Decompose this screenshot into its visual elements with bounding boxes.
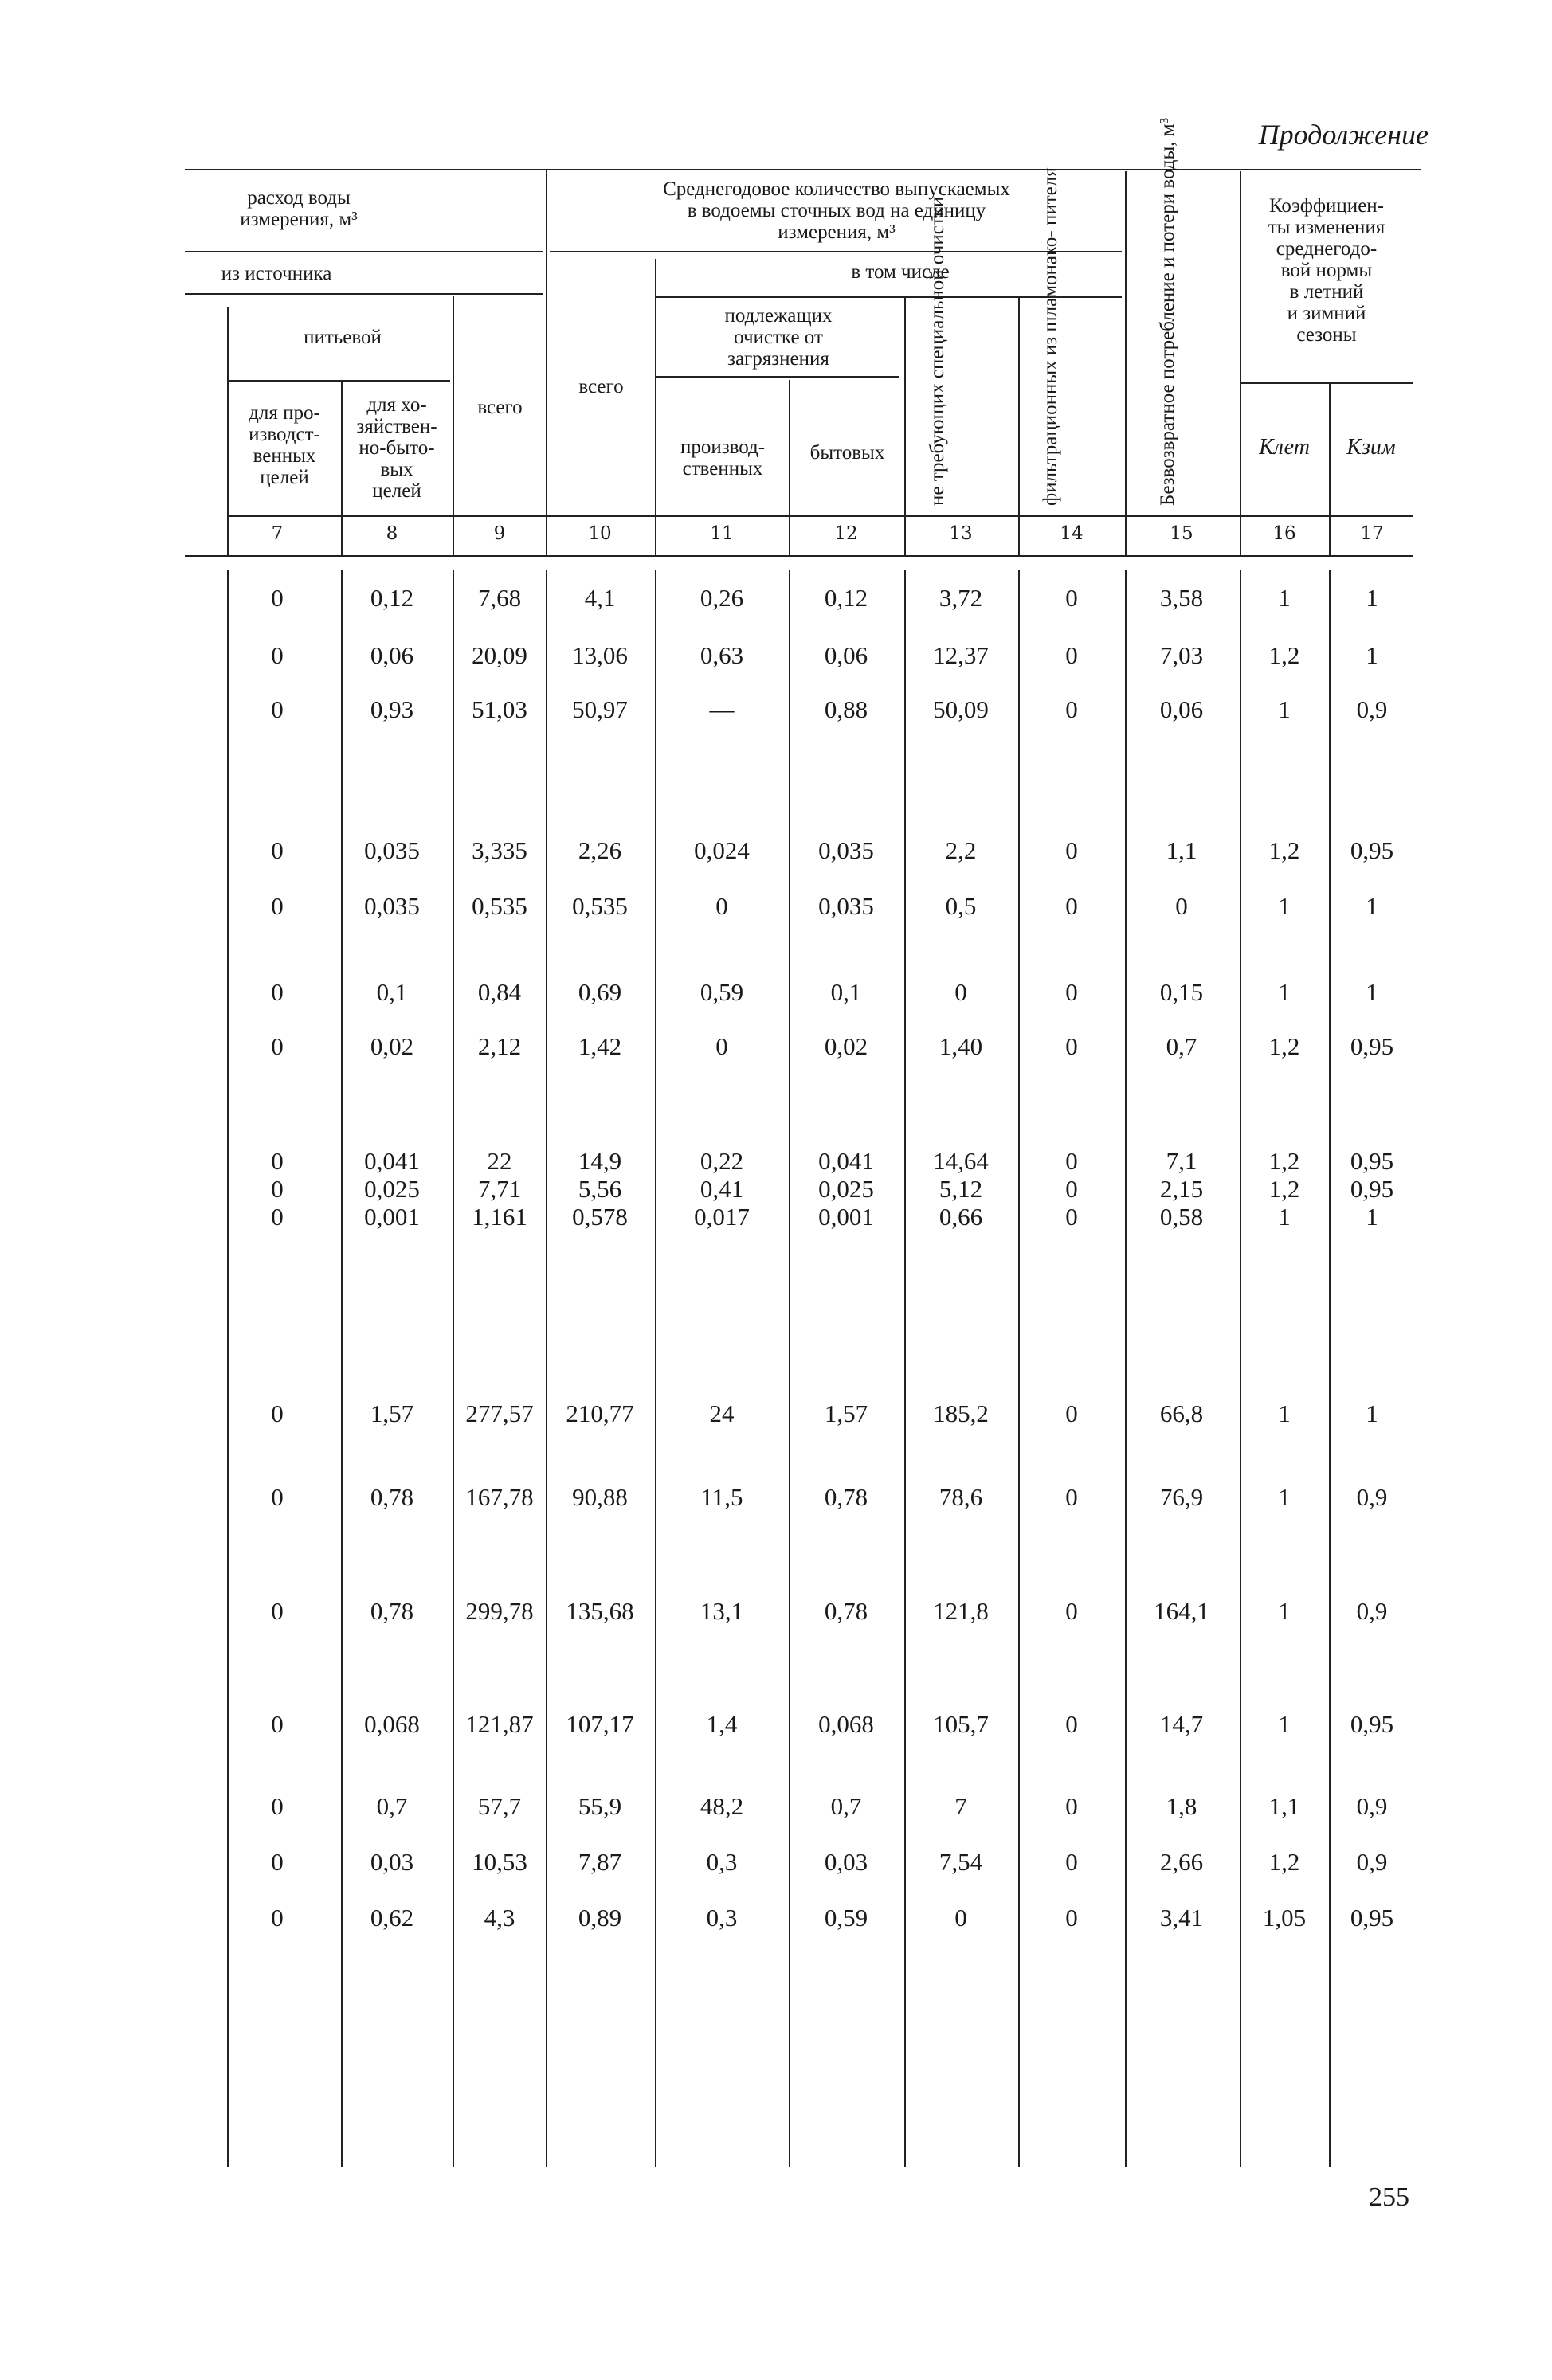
table-cell: 0 (1065, 1032, 1078, 1060)
table-cell: 0 (954, 1904, 967, 1932)
table-cell: 0 (271, 1399, 284, 1427)
table-cell: 0,9 (1356, 695, 1388, 723)
table-cell: 0,1 (830, 978, 862, 1006)
table-cell: 0 0 0 (1065, 1147, 1078, 1231)
table-cell: 3,72 (939, 584, 983, 612)
table-cell: 1 (1278, 978, 1291, 1006)
rule-header-bottom (227, 515, 1413, 517)
table-cell: 1,2 1,2 1 (1268, 1147, 1300, 1231)
column-number: 9 (493, 523, 506, 544)
table-cell: 0,9 (1356, 1597, 1388, 1625)
table-cell: 78,6 (939, 1483, 983, 1511)
table-cell: 76,9 (1159, 1483, 1204, 1511)
table-cell: 299,78 (465, 1597, 534, 1625)
table-cell: 0,78 (370, 1483, 414, 1511)
header-filtration: фильтрационных из шламонако- пителя (1040, 167, 1061, 506)
table-cell: 22 7,71 1,161 (472, 1147, 527, 1231)
table-cell: 1,2 (1268, 1032, 1300, 1060)
table-cell: 1,2 (1268, 1848, 1300, 1876)
header-k-winter: Kзим (1346, 435, 1396, 460)
table-cell: 50,09 (933, 695, 989, 723)
column-number: 13 (949, 523, 973, 544)
hcol-line-4 (546, 169, 547, 555)
hcol-line-9 (1125, 171, 1127, 555)
header-including: в том числе (851, 261, 950, 283)
bcol-line-7 (904, 570, 906, 2167)
table-cell: 1 (1278, 695, 1291, 723)
table-cell: 1 (1278, 892, 1291, 920)
table-cell: 0 (1065, 641, 1078, 669)
table-cell: 0 (271, 1710, 284, 1738)
table-cell: 0,5 (945, 892, 977, 920)
rule-drinking (227, 380, 450, 382)
table-cell: 24 (709, 1399, 735, 1427)
table-cell: 0,22 0,41 0,017 (694, 1147, 750, 1231)
table-cell: 48,2 (700, 1792, 744, 1820)
table-cell: 121,8 (933, 1597, 989, 1625)
table-cell: 0,03 (824, 1848, 868, 1876)
header-coefficients: Коэффициен- ты изменения среднегодо- вой нормы в летний и зимний сезоны (1268, 195, 1385, 346)
table-cell: 0 (1065, 978, 1078, 1006)
header-total-10: всего (578, 376, 624, 397)
table-cell: 1 (1366, 1399, 1378, 1427)
rule-coefficients (1240, 382, 1413, 384)
table-cell: 14,7 (1159, 1710, 1204, 1738)
table-cell: 0,26 (700, 584, 744, 612)
table-cell: 0 (715, 892, 728, 920)
rule-consumption (185, 251, 543, 252)
table-cell: 2,66 (1159, 1848, 1204, 1876)
table-cell: 1,05 (1262, 1904, 1307, 1932)
table-cell: 2,26 (578, 836, 622, 864)
table-cell: 3,41 (1159, 1904, 1204, 1932)
table-cell: 0 (1175, 892, 1188, 920)
table-cell: 167,78 (465, 1483, 534, 1511)
table-cell: 105,7 (933, 1710, 989, 1738)
table-cell: 0,068 (818, 1710, 874, 1738)
table-cell: 0 (1065, 836, 1078, 864)
table-cell: 13,1 (700, 1597, 744, 1625)
bcol-line-6 (789, 570, 790, 2167)
table-cell: 0,9 (1356, 1848, 1388, 1876)
table-top-rule (185, 169, 1421, 170)
table-cell: 1 (1278, 1597, 1291, 1625)
table-cell: 0,041 0,025 0,001 (364, 1147, 420, 1231)
table-cell: 11,5 (700, 1483, 743, 1511)
table-cell: 121,87 (465, 1710, 534, 1738)
table-cell: 0,02 (824, 1032, 868, 1060)
column-number: 7 (271, 523, 284, 544)
table-cell: 0 (1065, 1483, 1078, 1511)
table-cell: 210,77 (566, 1399, 634, 1427)
table-cell: 0,068 (364, 1710, 420, 1738)
table-cell: 0,3 (706, 1848, 738, 1876)
table-cell: 0 (954, 978, 967, 1006)
table-cell: 0 (1065, 1904, 1078, 1932)
header-consumption: расход воды измерения, м³ (240, 187, 358, 230)
table-cell: 90,88 (572, 1483, 628, 1511)
table-cell: 14,64 5,12 0,66 (933, 1147, 989, 1231)
table-cell: 7,54 (939, 1848, 983, 1876)
table-cell: 0 (1065, 695, 1078, 723)
column-number: 10 (588, 523, 612, 544)
table-cell: 0,7 (830, 1792, 862, 1820)
column-number: 8 (386, 523, 398, 544)
column-number: 14 (1060, 523, 1084, 544)
table-cell: 66,8 (1159, 1399, 1204, 1427)
header-k-summer: Kлет (1259, 435, 1310, 460)
table-cell: 0,12 (824, 584, 868, 612)
table-cell: 1 (1366, 641, 1378, 669)
table-cell: 1 (1278, 1483, 1291, 1511)
table-cell: 1,1 (1166, 836, 1197, 864)
table-cell: 0,3 (706, 1904, 738, 1932)
table-cell: 1 (1366, 978, 1378, 1006)
table-cell: 0,03 (370, 1848, 414, 1876)
header-from-source: из источника (221, 263, 332, 284)
table-cell: 1 (1366, 892, 1378, 920)
table-cell: 0,024 (694, 836, 750, 864)
hcol-line-8 (1018, 296, 1020, 555)
continuation-label: Продолжение (1258, 119, 1429, 151)
table-cell: 0 (271, 1483, 284, 1511)
table-cell: 1,57 (370, 1399, 414, 1427)
header-for-production: для про- изводст- венных целей (249, 402, 320, 488)
rule-discharge (550, 251, 1122, 252)
table-cell: 0,035 (364, 836, 420, 864)
table-cell: 1,42 (578, 1032, 622, 1060)
table-cell: 0,95 (1350, 1032, 1394, 1060)
table-cell: 0,93 (370, 695, 414, 723)
table-cell: 0,06 (824, 641, 868, 669)
table-cell: 0 (715, 1032, 728, 1060)
table-cell: 4,1 (584, 584, 616, 612)
table-cell: 0,69 (578, 978, 622, 1006)
column-number: 11 (710, 523, 734, 544)
table-cell: 0,78 (824, 1597, 868, 1625)
hcol-line-11 (1329, 382, 1331, 555)
hcol-line-5 (655, 259, 656, 555)
table-cell: 0 (1065, 1399, 1078, 1427)
rule-subject (655, 376, 899, 378)
table-cell: 2,12 (477, 1032, 522, 1060)
table-cell: 0,59 (700, 978, 744, 1006)
table-cell: 0,535 (472, 892, 527, 920)
table-cell: 1,2 (1268, 641, 1300, 669)
header-discharge: Среднегодовое количество выпускаемых в водоемы сточных вод на единицу измерения, м³ (663, 178, 1010, 243)
table-cell: 0,15 (1159, 978, 1204, 1006)
table-cell: 135,68 (566, 1597, 634, 1625)
table-cell: 0 (271, 1597, 284, 1625)
column-number: 16 (1272, 523, 1296, 544)
header-subject-cleaning: подлежащих очистке от загрязнения (724, 305, 833, 370)
table-cell: 0,7 (376, 1792, 408, 1820)
hcol-line-3 (453, 296, 454, 555)
table-cell: 7 (954, 1792, 967, 1820)
table-cell: 0,78 (370, 1597, 414, 1625)
header-for-household: для хо- зяйствен- но-быто- вых целей (356, 394, 437, 502)
table-cell: 0,7 (1166, 1032, 1197, 1060)
table-cell: 2,2 (945, 836, 977, 864)
table-cell: 0,62 (370, 1904, 414, 1932)
table-cell: 1,57 (824, 1399, 868, 1427)
table-cell: 7,03 (1159, 641, 1204, 669)
table-cell: 0,95 (1350, 1904, 1394, 1932)
table-cell: 50,97 (572, 695, 628, 723)
header-household: бытовых (809, 442, 885, 464)
table-cell: 3,335 (472, 836, 527, 864)
table-cell: 0,1 (376, 978, 408, 1006)
header-no-treatment: не требующих специальной очистки (927, 196, 948, 506)
table-cell: 7,68 (477, 584, 522, 612)
table-cell: 1 (1278, 584, 1291, 612)
table-cell: 14,9 5,56 0,578 (572, 1147, 628, 1231)
table-cell: 1,40 (939, 1032, 983, 1060)
table-cell: 0 (271, 978, 284, 1006)
hcol-line-7 (904, 296, 906, 555)
table-cell: 0,06 (370, 641, 414, 669)
table-cell: 0,95 (1350, 836, 1394, 864)
table-cell: 0 (1065, 1710, 1078, 1738)
table-cell: 0,63 (700, 641, 744, 669)
table-cell: 12,37 (933, 641, 989, 669)
table-cell: 51,03 (472, 695, 527, 723)
table-cell: 0 (271, 1848, 284, 1876)
table-cell: 0,035 (818, 892, 874, 920)
table-cell: 13,06 (572, 641, 628, 669)
table-cell: 0,9 (1356, 1483, 1388, 1511)
table-cell: — (709, 695, 735, 723)
table-cell: 3,58 (1159, 584, 1204, 612)
table-cell: 0,88 (824, 695, 868, 723)
table-cell: 0 0 0 (271, 1147, 284, 1231)
table-cell: 1,4 (706, 1710, 738, 1738)
table-cell: 1,1 (1268, 1792, 1300, 1820)
table-cell: 0 (271, 641, 284, 669)
table-cell: 0 (271, 584, 284, 612)
table-cell: 0,02 (370, 1032, 414, 1060)
header-irrevocable: Безвозвратное потребление и потери воды, м³ (1157, 117, 1178, 506)
table-cell: 0 (271, 1904, 284, 1932)
table-cell: 0 (1065, 892, 1078, 920)
column-number: 12 (834, 523, 858, 544)
table-cell: 0 (1065, 1597, 1078, 1625)
table-cell: 1,8 (1166, 1792, 1197, 1820)
table-cell: 4,3 (484, 1904, 515, 1932)
table-cell: 0,12 (370, 584, 414, 612)
table-cell: 0 (1065, 1792, 1078, 1820)
table-cell: 0 (271, 695, 284, 723)
header-drinking: питьевой (304, 327, 382, 348)
table-cell: 55,9 (578, 1792, 622, 1820)
table-cell: 0,9 (1356, 1792, 1388, 1820)
header-total-9: всего (477, 397, 523, 418)
table-cell: 20,09 (472, 641, 527, 669)
table-cell: 0,89 (578, 1904, 622, 1932)
column-number: 15 (1170, 523, 1193, 544)
page-number: 255 (1369, 2182, 1409, 2212)
table-cell: 0 (271, 836, 284, 864)
table-cell: 0,95 (1350, 1710, 1394, 1738)
table-cell: 1 (1278, 1399, 1291, 1427)
table-cell: 0,035 (364, 892, 420, 920)
table-cell: 0,78 (824, 1483, 868, 1511)
table-cell: 0 (271, 892, 284, 920)
table-cell: 0 (271, 1792, 284, 1820)
bcol-line-9 (1125, 570, 1127, 2167)
table-cell: 7,1 2,15 0,58 (1159, 1147, 1204, 1231)
table-cell: 0,041 0,025 0,001 (818, 1147, 874, 1231)
table-cell: 57,7 (477, 1792, 522, 1820)
table-cell: 0,535 (572, 892, 628, 920)
table-cell: 164,1 (1154, 1597, 1209, 1625)
header-production: производ- ственных (680, 436, 766, 480)
bcol-line-5 (655, 570, 656, 2167)
table-cell: 7,87 (578, 1848, 622, 1876)
column-number: 17 (1360, 523, 1384, 544)
table-cell: 0 (1065, 584, 1078, 612)
table-cell: 277,57 (465, 1399, 534, 1427)
hcol-line-6 (789, 380, 790, 555)
table-cell: 10,53 (472, 1848, 527, 1876)
table-cell: 1 (1278, 1710, 1291, 1738)
table-cell: 0 (271, 1032, 284, 1060)
table-cell: 0,95 0,95 1 (1350, 1147, 1394, 1231)
table-cell: 0,84 (477, 978, 522, 1006)
table-cell: 0 (1065, 1848, 1078, 1876)
table-cell: 1,2 (1268, 836, 1300, 864)
rule-numbers-bottom (185, 555, 1413, 557)
table-cell: 1 (1366, 584, 1378, 612)
table-cell: 0,035 (818, 836, 874, 864)
rule-source (185, 293, 543, 295)
table-cell: 185,2 (933, 1399, 989, 1427)
table-cell: 0,59 (824, 1904, 868, 1932)
table-cell: 0,06 (1159, 695, 1204, 723)
table-cell: 107,17 (566, 1710, 634, 1738)
